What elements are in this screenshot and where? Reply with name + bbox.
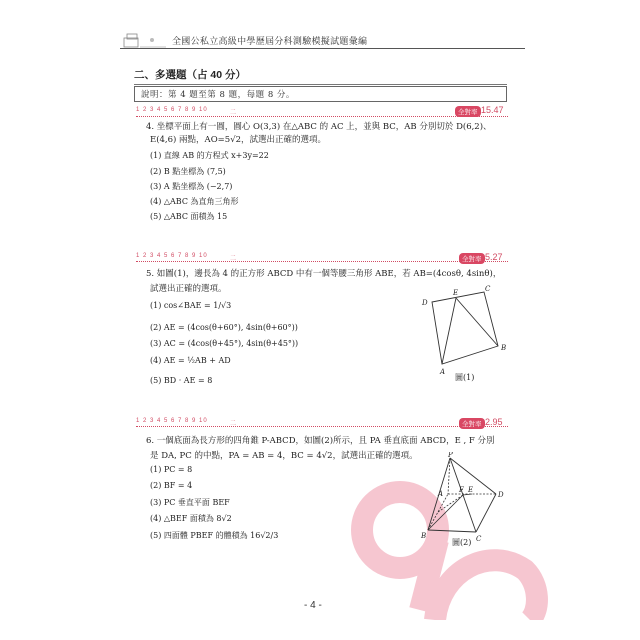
fig2-label-e: E bbox=[468, 486, 474, 494]
q4-option-3: (3) A 點坐標為 (−2,7) bbox=[150, 182, 233, 191]
q4-stem-line2: E(4,6) 兩點，AO=5√2，試選出正確的選項。 bbox=[150, 135, 327, 145]
q6-score-badge: 全對率 bbox=[459, 418, 485, 429]
q6-stem-line1: 6. 一個底面為長方形的四角錐 P-ABCD，如圖(2)所示，且 PA 垂直底面 ABCD，E , F 分別 bbox=[146, 436, 495, 446]
q5-option-4: (4) AE = ½AB + AD bbox=[150, 356, 231, 365]
q5-marker: 二 bbox=[230, 256, 238, 262]
header-title: 全國公私立高級中學歷屆分科測驗模擬試題彙編 bbox=[172, 36, 368, 46]
q4-correct-rate: 15.47 bbox=[481, 105, 504, 115]
q4-option-5: (5) △ABC 面積為 15 bbox=[150, 212, 228, 221]
figure-2-pyramid bbox=[418, 452, 514, 544]
fig2-label-a: A bbox=[438, 490, 444, 498]
q4-stem-line1: 4. 坐標平面上有一圓，圓心 O(3,3) 在△ABC 的 AC 上，並與 BC，AB 分別切於 D(6,2)、 bbox=[146, 122, 492, 132]
q5-score-badge: 全對率 bbox=[459, 253, 485, 264]
instruction-box bbox=[134, 86, 507, 102]
book-header-icon bbox=[122, 30, 166, 48]
q5-correct-rate: 5.27 bbox=[485, 252, 503, 262]
q6-option-2: (2) BF = 4 bbox=[150, 481, 193, 490]
q4-marker: 二 bbox=[230, 110, 238, 116]
q5-stem-line2: 試選出正確的選項。 bbox=[150, 284, 227, 294]
page-number: - 4 - bbox=[304, 600, 322, 611]
q4-option-2: (2) B 點坐標為 (7,5) bbox=[150, 167, 226, 176]
q4-option-4: (4) △ABC 為直角三角形 bbox=[150, 197, 239, 206]
q5-option-3: (3) AC = (4cos(θ+45°), 4sin(θ+45°)) bbox=[150, 339, 299, 348]
fig2-label-p: P bbox=[448, 452, 453, 459]
running-header bbox=[120, 30, 525, 50]
q6-number-strip: 1 2 3 4 5 6 7 8 9 10 bbox=[136, 418, 208, 424]
q4-score-badge: 全對率 bbox=[455, 106, 481, 117]
q4-divider bbox=[136, 116, 508, 117]
q6-option-5: (5) 四面體 PBEF 的體積為 16√2/3 bbox=[150, 531, 279, 540]
q6-marker: 二 bbox=[230, 421, 238, 427]
fig1-label-d: D bbox=[422, 299, 428, 307]
fig2-label-c: C bbox=[476, 535, 482, 543]
q5-option-1: (1) cos∠BAE = 1/√3 bbox=[150, 301, 232, 310]
fig1-label-a: A bbox=[440, 368, 446, 376]
q5-option-2: (2) AE = (4cos(θ+60°), 4sin(θ+60°)) bbox=[150, 323, 298, 332]
fig1-label-c: C bbox=[485, 285, 491, 293]
q6-option-1: (1) PC = 8 bbox=[150, 465, 193, 474]
fig2-label-f: F bbox=[459, 486, 464, 494]
figure-1-caption: 圖(1) bbox=[455, 373, 475, 382]
q5-number-strip: 1 2 3 4 5 6 7 8 9 10 bbox=[136, 253, 208, 259]
q4-option-1: (1) 直線 AB 的方程式 x+3y=22 bbox=[150, 151, 269, 160]
fig1-label-e: E bbox=[453, 289, 459, 297]
fig2-label-b: B bbox=[421, 532, 427, 540]
fig2-label-d: D bbox=[498, 491, 504, 499]
q5-option-5: (5) BD · AE = 8 bbox=[150, 376, 213, 385]
section-title: 二、多選題（占 40 分） bbox=[134, 69, 247, 81]
q5-divider bbox=[136, 261, 508, 262]
instruction-text: 說明：第 4 題至第 8 題，每題 8 分。 bbox=[141, 90, 295, 100]
figure-1-square bbox=[418, 284, 514, 378]
q6-correct-rate: 2.95 bbox=[485, 417, 503, 427]
header-rule bbox=[120, 48, 525, 49]
fig1-label-b: B bbox=[501, 344, 507, 352]
q6-option-3: (3) PC 垂直平面 BEF bbox=[150, 498, 230, 507]
section-rule bbox=[134, 84, 507, 85]
q4-number-strip: 1 2 3 4 5 6 7 8 9 10 bbox=[136, 107, 208, 113]
figure-2-caption: 圖(2) bbox=[452, 538, 472, 547]
q6-divider bbox=[136, 426, 508, 427]
q6-stem-line2: 是 DA, PC 的中點，PA = AB = 4，BC = 4√2，試選出正確的選項。 bbox=[150, 451, 418, 461]
q5-stem-line1: 5. 如圖(1)，邊長為 4 的正方形 ABCD 中有一個等腰三角形 ABE，若 AB=(4cosθ, 4sinθ)， bbox=[146, 269, 502, 279]
q6-option-4: (4) △BEF 面積為 8√2 bbox=[150, 514, 232, 523]
